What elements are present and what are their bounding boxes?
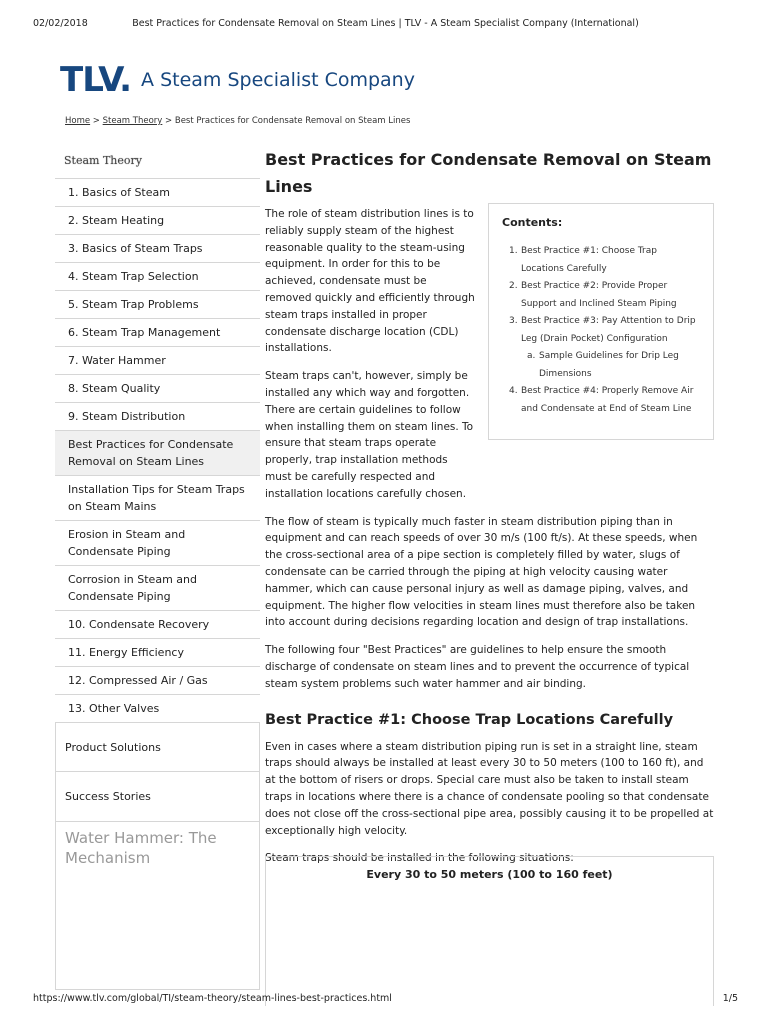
toc-label: Best Practice #3: Pay Attention to Drip Leg (Drain Pocket) Configuration (521, 316, 696, 344)
breadcrumb (65, 116, 410, 126)
best-practice-1-paragraph: Even in cases where a steam distribution piping run is set in a straight line, steam traps should always be installed at least every 30 to 50 meters (100 to 160 ft), and at the bottom of risers or drops. Special care must also be taken to install steam traps in locations where there is a chance of condensate pooling so that condensate does not close off the cross-sectional pipe area, possibly causing it to be propelled at exceptionally high velocity. (265, 740, 714, 837)
sidebar-item-steam-trap-selection[interactable]: 4. Steam Trap Selection (55, 262, 260, 290)
sidebar-item-energy-efficiency[interactable]: 11. Energy Efficiency (55, 638, 260, 666)
contents-box (488, 203, 714, 440)
toc-label: Best Practice #1: Choose Trap Locations Carefully (521, 246, 657, 274)
sidebar (55, 146, 260, 990)
toc-label: Sample Guidelines for Drip Leg Dimensions (539, 351, 679, 379)
sidebar-item-best-practices[interactable]: Best Practices for Condensate Removal on Steam Lines (55, 430, 260, 475)
intro-paragraph-1: The role of steam distribution lines is to reliably supply steam of the highest reasonable quality to the steam-using equipment. In order for this to be achieved, condensate must be removed quickly and efficiently through steam traps installed in proper condensate discharge location (CDL) installations. (265, 208, 475, 355)
sidebar-item-steam-trap-problems[interactable]: 5. Steam Trap Problems (55, 290, 260, 318)
page-title: Best Practices for Condensate Removal on Steam Lines (265, 150, 712, 196)
toc-item-best-practice-1[interactable] (502, 243, 700, 278)
sidebar-item-steam-trap-management[interactable]: 6. Steam Trap Management (55, 318, 260, 346)
intro-paragraph-2: Steam traps can't, however, simply be installed any which way and forgotten. There are certain guidelines to follow when installing them on steam lines. To ensure that steam traps operate properly, trap installation methods must be carefully respected and installation locations carefully chosen. (265, 370, 474, 500)
section-title-best-practice-1: Best Practice #1: Choose Trap Locations Carefully (265, 711, 674, 728)
print-url: https://www.tlv.com/global/TI/steam-theory/steam-lines-best-practices.html (33, 993, 392, 1004)
sidebar-item-other-valves[interactable]: 13. Other Valves (55, 694, 260, 722)
toc-item-drip-leg-guidelines[interactable] (502, 348, 700, 383)
toc-number: 1. (509, 246, 518, 256)
print-page-number: 1/5 (722, 993, 738, 1004)
sidebar-heading[interactable]: Steam Theory (64, 154, 142, 167)
sidebar-item-basics-of-steam[interactable]: 1. Basics of Steam (55, 178, 260, 206)
toc-item-best-practice-3[interactable] (502, 313, 700, 348)
breadcrumb-home-link[interactable]: Home (65, 116, 91, 126)
logo-tagline: A Steam Specialist Company (141, 69, 415, 91)
sidebar-item-corrosion[interactable]: Corrosion in Steam and Condensate Piping (55, 565, 260, 610)
sidebar-item-steam-heating[interactable]: 2. Steam Heating (55, 206, 260, 234)
sidebar-item-installation-tips[interactable]: Installation Tips for Steam Traps on Steam Mains (55, 475, 260, 520)
intro-paragraph-4: The following four "Best Practices" are guidelines to help ensure the smooth discharge of condensate on steam lines and to prevent the occurrence of typical steam system problems such water hammer and air binding. (265, 644, 690, 690)
toc-item-best-practice-4[interactable] (502, 383, 700, 418)
sidebar-item-steam-distribution[interactable]: 9. Steam Distribution (55, 402, 260, 430)
breadcrumb-steam-theory-link[interactable]: Steam Theory (102, 116, 163, 126)
sidebar-item-water-hammer[interactable]: 7. Water Hammer (55, 346, 260, 374)
intro-paragraph-3: The flow of steam is typically much faster in steam distribution piping than in equipment and can reach speeds of over 30 m/s (100 ft/s). At these speeds, when the cross-sectional area of a pipe section is completely filled by water, slugs of condensate can be carried through the piping at high velocity causing water hammer, which can cause personal injury as well as damage piping, valves, and equipment. The higher flow velocities in steam lines must therefore also be taken into account during decisions regarding location and design of trap installations. (265, 515, 698, 629)
contents-title: Contents: (502, 216, 563, 229)
print-page-title: Best Practices for Condensate Removal on Steam Lines | TLV - A Steam Specialist Company (International) (132, 18, 639, 29)
sidebar-item-steam-quality[interactable]: 8. Steam Quality (55, 374, 260, 402)
sidebar-item-compressed-air-gas[interactable]: 12. Compressed Air / Gas (55, 666, 260, 694)
figure-box (265, 856, 714, 1006)
breadcrumb-current: Best Practices for Condensate Removal on Steam Lines (174, 116, 411, 126)
sidebar-success-stories[interactable]: Success Stories (55, 772, 260, 822)
toc-number: 3. (509, 316, 518, 326)
figure-caption: Every 30 to 50 meters (100 to 160 feet) (366, 868, 613, 881)
sidebar-item-condensate-recovery[interactable]: 10. Condensate Recovery (55, 610, 260, 638)
breadcrumb-separator: > (90, 116, 103, 126)
sidebar-item-erosion[interactable]: Erosion in Steam and Condensate Piping (55, 520, 260, 565)
sidebar-product-solutions[interactable]: Product Solutions (55, 722, 260, 772)
print-date: 02/02/2018 (33, 18, 88, 29)
toc-label: Best Practice #4: Properly Remove Air and Condensate at End of Steam Line (521, 386, 694, 414)
toc-item-best-practice-2[interactable] (502, 278, 700, 313)
toc-label: Best Practice #2: Provide Proper Support and Inclined Steam Piping (521, 281, 677, 309)
sidebar-item-basics-of-steam-traps[interactable]: 3. Basics of Steam Traps (55, 234, 260, 262)
contents-list (502, 243, 700, 418)
toc-number: 2. (509, 281, 518, 291)
trap-situations-intro: Steam traps should be installed in the following situations: (265, 852, 574, 865)
breadcrumb-separator: > (162, 116, 175, 126)
sidebar-promo-water-hammer[interactable]: Water Hammer: The Mechanism (55, 822, 260, 990)
site-logo[interactable] (60, 60, 415, 100)
toc-number: 4. (509, 386, 518, 396)
logo-mark: TLV. (60, 60, 132, 100)
toc-number: a. (527, 351, 536, 361)
